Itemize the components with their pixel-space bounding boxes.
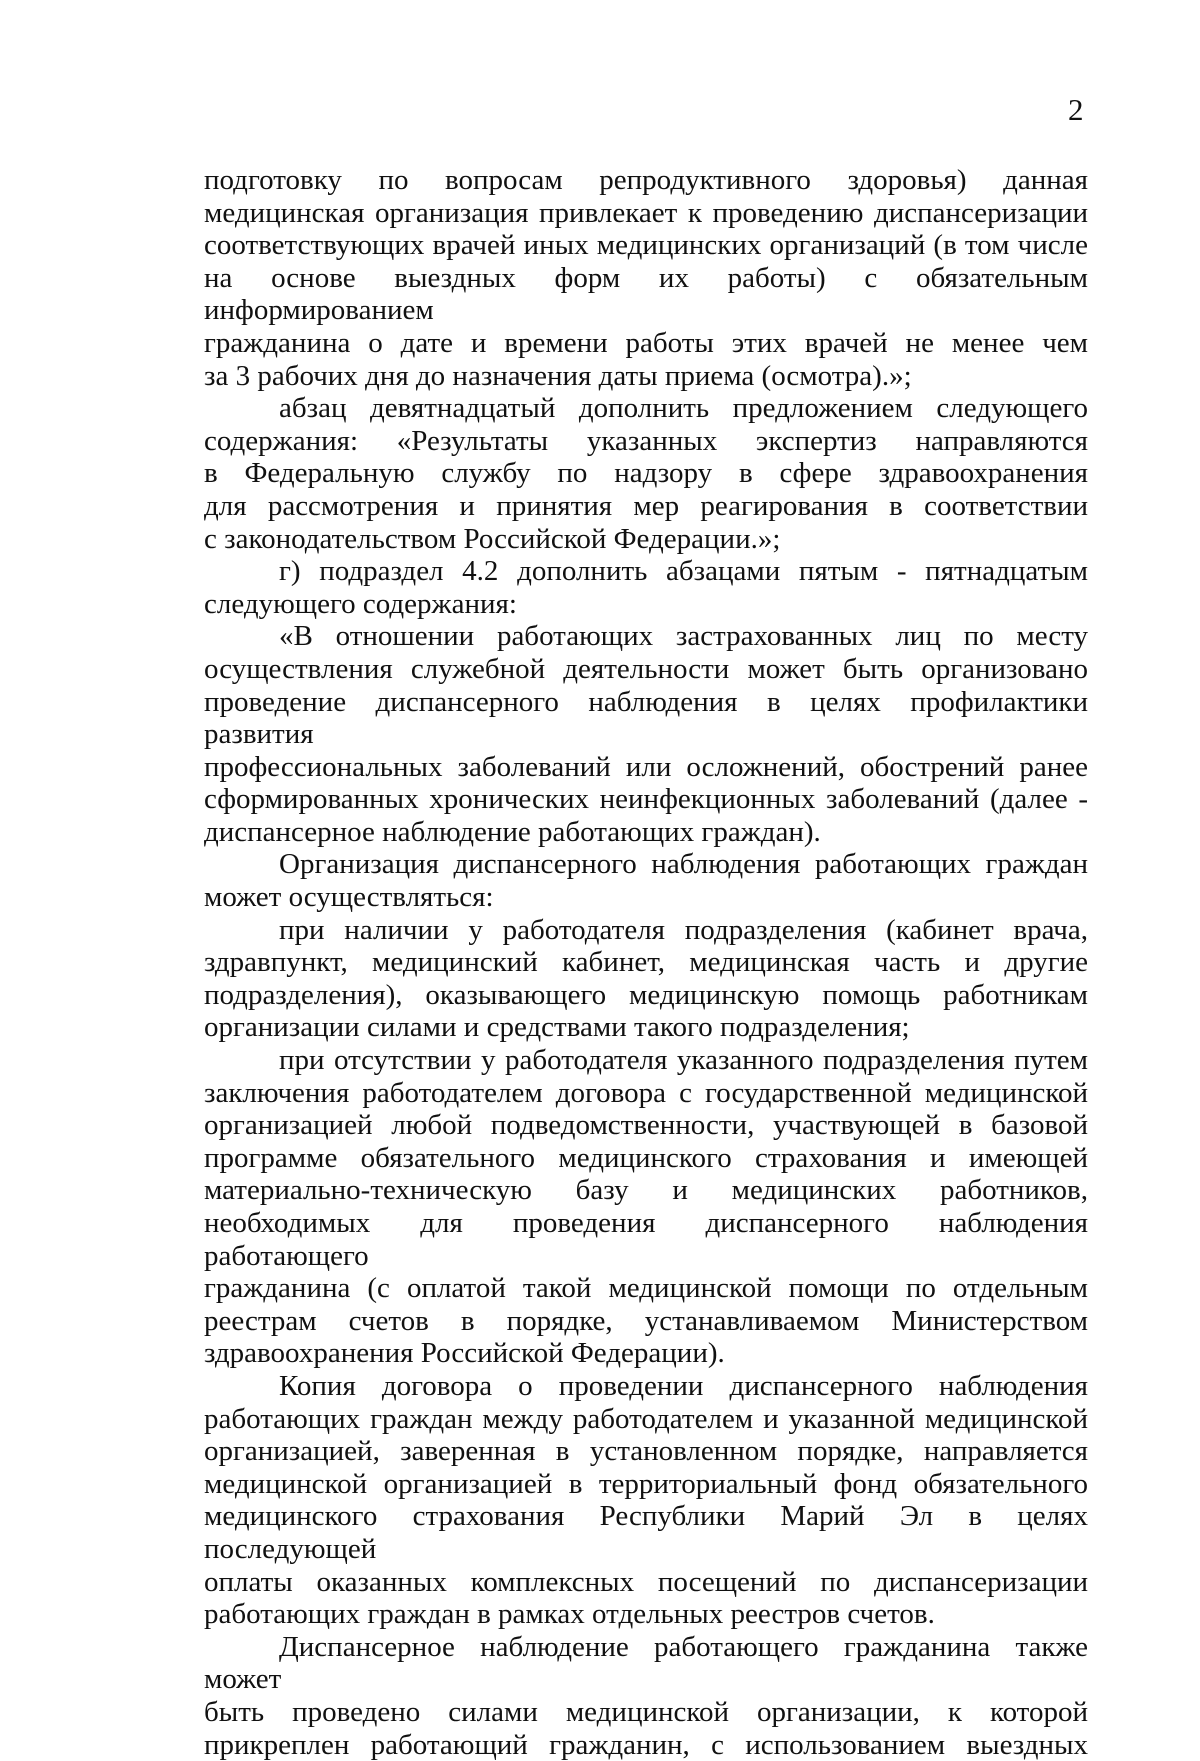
text-line: может осуществляться:: [204, 881, 1088, 914]
text-line: на основе выездных форм их работы) с обязательным информированием: [204, 262, 1088, 327]
text-line: медицинского страхования Республики Марий Эл в целях последующей: [204, 1500, 1088, 1565]
text-line: проведение диспансерного наблюдения в целях профилактики развития: [204, 686, 1088, 751]
page-number: 2: [1068, 92, 1084, 128]
text-line: для рассмотрения и принятия мер реагирования в соответствии: [204, 490, 1088, 523]
text-line: гражданина (с оплатой такой медицинской помощи по отдельным: [204, 1272, 1088, 1305]
text-line: абзац девятнадцатый дополнить предложением следующего: [204, 392, 1088, 425]
text-line: при наличии у работодателя подразделения (кабинет врача,: [204, 914, 1088, 947]
text-line: здравоохранения Российской Федерации).: [204, 1337, 1088, 1370]
text-line: Копия договора о проведении диспансерного наблюдения: [204, 1370, 1088, 1403]
text-line: здравпункт, медицинский кабинет, медицинская часть и другие: [204, 946, 1088, 979]
text-line: гражданина о дате и времени работы этих врачей не менее чем: [204, 327, 1088, 360]
text-line: соответствующих врачей иных медицинских организаций (в том числе: [204, 229, 1088, 262]
text-line: организацией любой подведомственности, участвующей в базовой: [204, 1109, 1088, 1142]
text-line: «В отношении работающих застрахованных лиц по месту: [204, 620, 1088, 653]
text-line: Диспансерное наблюдение работающего гражданина также может: [204, 1631, 1088, 1696]
text-line: подразделения), оказывающего медицинскую помощь работникам: [204, 979, 1088, 1012]
text-line: медицинская организация привлекает к проведению диспансеризации: [204, 197, 1088, 230]
text-line: заключения работодателем договора с государственной медицинской: [204, 1077, 1088, 1110]
paragraph: [204, 620, 1088, 848]
text-line: работающих граждан между работодателем и указанной медицинской: [204, 1403, 1088, 1436]
text-line: профессиональных заболеваний или осложнений, обострений ранее: [204, 751, 1088, 784]
text-line: подготовку по вопросам репродуктивного здоровья) данная: [204, 164, 1088, 197]
paragraph: [204, 1044, 1088, 1370]
paragraph: [204, 1370, 1088, 1631]
text-line: осуществления служебной деятельности может быть организовано: [204, 653, 1088, 686]
text-line: необходимых для проведения диспансерного наблюдения работающего: [204, 1207, 1088, 1272]
text-line: содержания: «Результаты указанных экспертиз направляются: [204, 425, 1088, 458]
paragraph: [204, 555, 1088, 620]
text-line: сформированных хронических неинфекционных заболеваний (далее -: [204, 783, 1088, 816]
paragraph: [204, 392, 1088, 555]
paragraph: [204, 164, 1088, 392]
text-line: быть проведено силами медицинской организации, к которой: [204, 1696, 1088, 1729]
text-line: следующего содержания:: [204, 588, 1088, 621]
document-body: [204, 164, 1088, 1761]
text-line: Организация диспансерного наблюдения работающих граждан: [204, 848, 1088, 881]
text-line: работающих граждан в рамках отдельных реестров счетов.: [204, 1598, 1088, 1631]
text-line: реестрам счетов в порядке, устанавливаемом Министерством: [204, 1305, 1088, 1338]
paragraph: [204, 1631, 1088, 1761]
text-line: оплаты оказанных комплексных посещений по диспансеризации: [204, 1566, 1088, 1599]
text-line: организацией, заверенная в установленном порядке, направляется: [204, 1435, 1088, 1468]
text-line: г) подраздел 4.2 дополнить абзацами пятым - пятнадцатым: [204, 555, 1088, 588]
text-line: прикреплен работающий гражданин, с использованием выездных: [204, 1729, 1088, 1761]
text-line: в Федеральную службу по надзору в сфере здравоохранения: [204, 457, 1088, 490]
paragraph: [204, 914, 1088, 1044]
paragraph: [204, 848, 1088, 913]
text-line: за 3 рабочих дня до назначения даты приема (осмотра).»;: [204, 360, 1088, 393]
text-line: программе обязательного медицинского страхования и имеющей: [204, 1142, 1088, 1175]
text-line: организации силами и средствами такого подразделения;: [204, 1011, 1088, 1044]
text-line: при отсутствии у работодателя указанного подразделения путем: [204, 1044, 1088, 1077]
text-line: медицинской организацией в территориальный фонд обязательного: [204, 1468, 1088, 1501]
text-line: диспансерное наблюдение работающих граждан).: [204, 816, 1088, 849]
text-line: материально-техническую базу и медицинских работников,: [204, 1174, 1088, 1207]
text-line: с законодательством Российской Федерации.»;: [204, 523, 1088, 556]
